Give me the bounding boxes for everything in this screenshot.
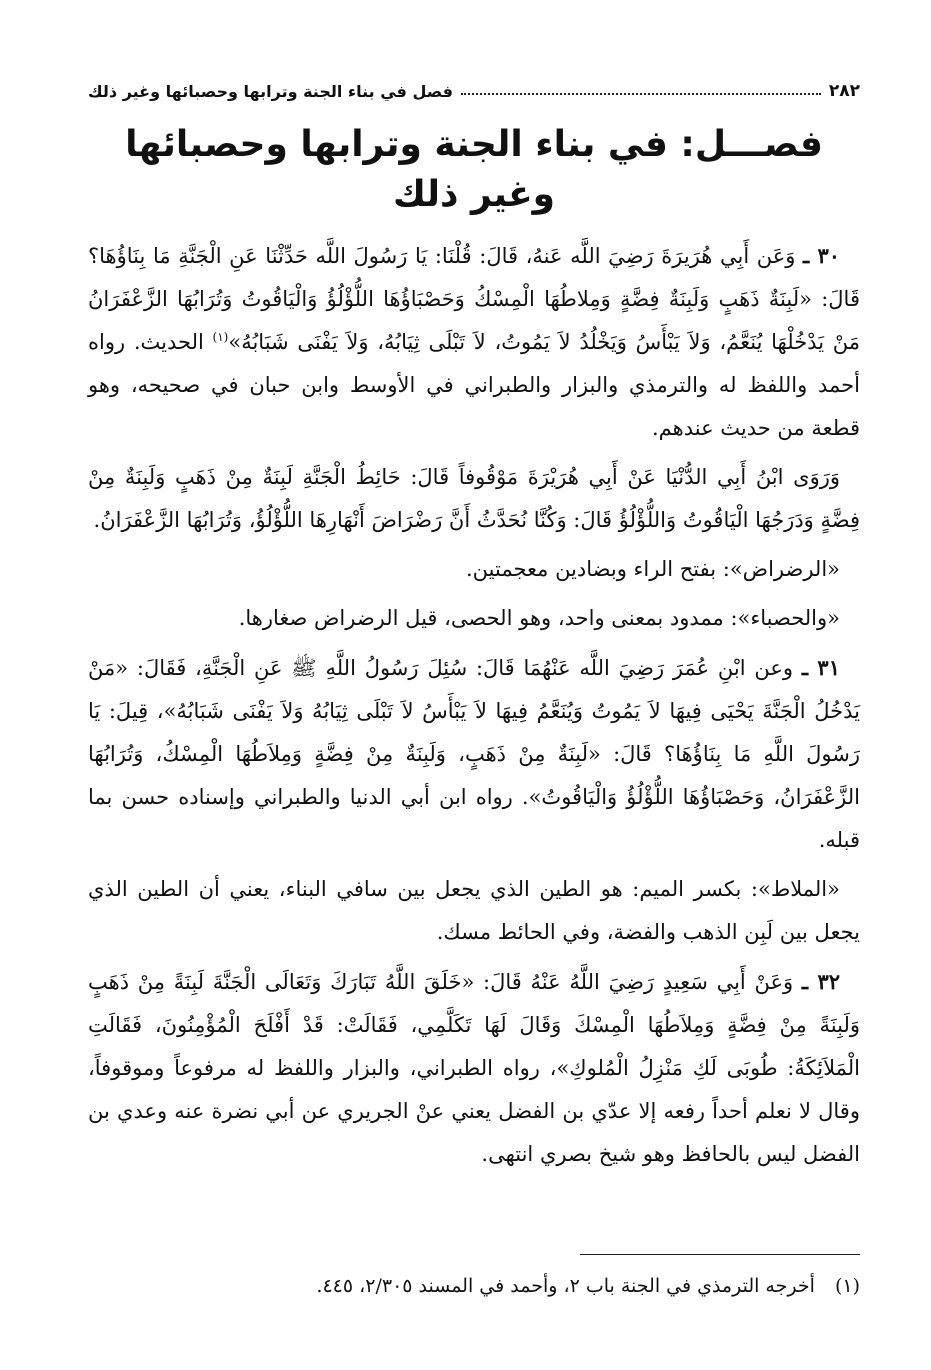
hadith-text: وعن ابْنِ عُمَرَ رَضِيَ اللَّه عَنْهُمَا قَالَ: سُئِلَ رَسُولُ اللَّهِ ﷺ عَنِ الْجَنَّةِ، فَقَالَ: «مَنْ يَدْخُلُ الْجَنَّةَ يَحْيَى فِيهَا لاَ يَمُوتُ وَيُنَعَّمُ فِيهَا لاَ يَبْأَسُ لاَ تَبْلَى ثِيَابُهُ وَلاَ يَفْنَى شَبَابُهُ»، قِيلَ: يَا رَسُولَ اللَّهِ مَا بِنَاؤُهَا؟ قَالَ: «لَبِنَةٌ مِنْ ذَهَبٍ، وَلَبِنَةٌ مِنْ فِضَّةٍ وَمِلاَطُهَا الْمِسْكُ، وَتُرَابُهَا الزَّعْفَرَانُ، وَحَصْبَاؤُهَا اللُّؤْلُؤُ وَالْيَاقُوتُ». رواه ابن أبي الدنيا والطبراني وإسناده حسن بما قبله. [88,656,860,852]
gloss-text: «الملاط»: بكسر الميم: هو الطين الذي يجعل بين سافي البناء، يعني أن الطين الذي يجعل بين لَبِن الذهب والفضة، وفي الحائط مسك. [88,877,860,944]
hadith-text-after: الحديث. رواه أحمد واللفظ له والترمذي والبزار والطبراني في الأوسط وابن حبان في صحيحه، وهو قطعة من حديث عندهم. [88,330,860,440]
narration-paragraph [88,456,860,542]
gloss-paragraph-ridrad [88,548,860,591]
footnote-divider [580,1254,860,1255]
footnote [88,1270,860,1302]
footnote-marker: (١) [834,1275,860,1297]
body-text [88,234,860,1176]
footnote-reference[interactable]: (١) [212,330,229,344]
chapter-title: فصـــل: في بناء الجنة وترابها وحصبائها وغير ذلك [125,124,823,215]
gloss-text: «والحصباء»: ممدود بمعنى واحد، وهو الحصى، قيل الرضراض صغارها. [238,606,840,630]
running-header [88,74,860,108]
page-number: ٢٨٢ [828,81,860,101]
footnote-text: أخرجه الترمذي في الجنة باب ٢، وأحمد في المسند ٢/٣٠٥، ٤٤٥. [316,1275,815,1297]
gloss-paragraph-milat [88,868,860,954]
hadith-paragraph-30 [88,234,860,450]
narration-text: وَرَوَى ابْنُ أَبِي الدُّنْيَا عَنْ أَبِي هُرَيْرَةَ مَوْقُوفاً قَالَ: حَائِطُ الْجَنَّةِ لَبِنَةٌ مِنْ ذَهَبٍ وَلَبِنَةٌ مِنْ فِضَّةٍ وَدَرَجُهَا الْيَاقُوتُ وَاللُّؤْلُؤُ قَالَ: وَكُنَّا نُحَدَّثُ أَنَّ رَضْرَاضَ أَنْهَارِهَا اللُّؤْلُؤُ، وَتُرَابُهَا الزَّعْفَرَانُ. [88,465,860,532]
hadith-text: وَعَن أَبِي هُرَيرَةَ رَضِيَ اللَّه عَنهُ، قَالَ: قُلْنَا: يَا رَسُولَ اللَّه حَدِّثْنَا عَنِ الْجَنَّةِ مَا بِنَاؤُهَا؟ قَالَ: «لَبِنَةٌ ذَهَبٍ وَلَبِنَةٌ فِضَّةٍ وَمِلاطُهَا الْمِسْكُ وَحَصْبَاؤُهَا اللُّؤْلُؤُ وَالْيَاقُوتُ وَتُرَابُهَا الزَّعْفَرَانُ مَنْ يَدْخُلْهَا يُنَعَّمُ، وَلاَ يَبْأَسُ وَيَخْلُدُ لاَ يَمُوتُ، لاَ تَبْلَى ثِيَابُهُ، وَلاَ يَفْنَى شَبَابُهُ» [88,244,860,354]
running-title: فصل في بناء الجنة وترابها وحصبائها وغير ذلك [88,81,453,101]
book-page [88,74,860,1334]
gloss-text: «الرضراض»: بفتح الراء وبضادين معجمتين. [465,557,840,581]
hadith-text: وَعَنْ أَبِي سَعِيدٍ رَضِيَ اللَّهُ عَنْهُ قَالَ: «خَلَقَ اللَّهُ تَبَارَكَ وَتَعَالَى الْجَنَّةَ لَبِنَةً مِنْ ذَهَبٍ وَلَبِنَةً مِنْ فِضَّةٍ وَمِلاَطُهَا الْمِسْكَ وَقَالَ لَهَا تَكَلَّمِي، فَقَالَتْ: قَدْ أَفْلَحَ الْمُؤْمِنُونَ، فَقَالَتِ الْمَلاَئِكَةُ: طُوبَى لَكِ مَنْزِلُ الْمُلوكِ»، رواه الطبراني، والبزار واللفظ له مرفوعاً وموقوفاً، وقال لا نعلم أحداً رفعه إلا عدّي بن الفضل يعني عنْ الجريري عن أبي نضرة عنه وعدي بن الفضل ليس بالحافظ وهو شيخ بصري انتهى. [88,970,860,1166]
gloss-paragraph-hasba [88,597,860,640]
hadith-number: ٣٢ ـ [801,969,840,994]
hadith-paragraph-32 [88,960,860,1176]
hadith-number: ٣١ ـ [801,655,840,680]
hadith-paragraph-31 [88,646,860,862]
hadith-number: ٣٠ ـ [803,243,840,268]
header-dot-leader [461,93,821,95]
